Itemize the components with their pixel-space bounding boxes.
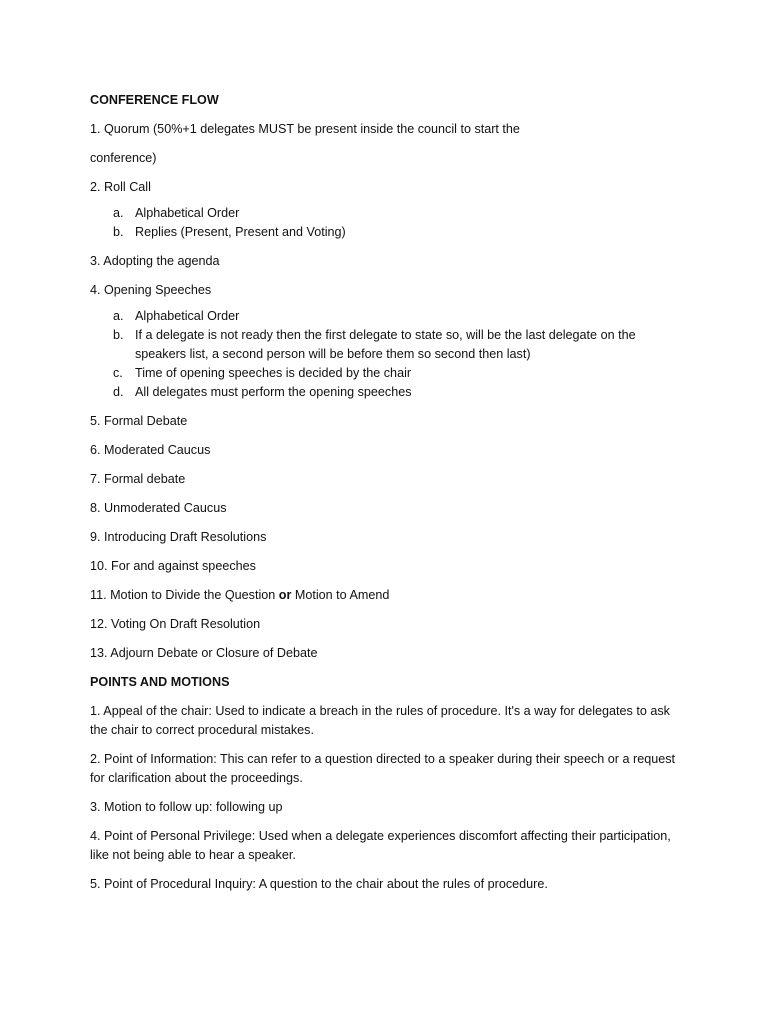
- flow-item-2: 2. Roll Call: [90, 180, 151, 194]
- list-item-text: All delegates must perform the opening speeches: [135, 385, 412, 399]
- flow-item-12: 12. Voting On Draft Resolution: [90, 617, 261, 631]
- points-item-5: 5. Point of Procedural Inquiry: A question to the chair about the rules of procedure.: [90, 877, 548, 891]
- opening-speeches-sublist: [90, 307, 690, 402]
- flow-item-11: [90, 586, 690, 605]
- document-page: [90, 91, 690, 904]
- list-marker: a.: [113, 309, 124, 323]
- list-marker: a.: [113, 206, 124, 220]
- list-marker: d.: [113, 385, 124, 399]
- points-item-2: 2. Point of Information: This can refer to a question directed to a speaker during their speech or a request for clarification about the proceedings.: [90, 752, 676, 785]
- flow-item-11-or: or: [278, 588, 292, 602]
- points-item-1: 1. Appeal of the chair: Used to indicate a breach in the rules of procedure. It's a way for delegates to ask the chair to correct procedural mistakes.: [90, 704, 670, 737]
- list-item-text: Alphabetical Order: [135, 309, 240, 323]
- list-item: [90, 204, 690, 223]
- flow-item-7: 7. Formal debate: [90, 472, 186, 486]
- flow-item-6: 6. Moderated Caucus: [90, 443, 211, 457]
- roll-call-sublist: [90, 204, 690, 242]
- list-item: [90, 364, 690, 383]
- list-item: [90, 326, 690, 364]
- flow-item-5: 5. Formal Debate: [90, 414, 188, 428]
- points-and-motions-heading: POINTS AND MOTIONS: [90, 675, 230, 689]
- flow-item-1-line-2: conference): [90, 151, 157, 165]
- list-item-text: Replies (Present, Present and Voting): [135, 225, 346, 239]
- list-item-text: Alphabetical Order: [135, 206, 240, 220]
- flow-item-11-part-b: Motion to Amend: [291, 588, 390, 602]
- flow-item-10: 10. For and against speeches: [90, 559, 256, 573]
- conference-flow-heading: CONFERENCE FLOW: [90, 93, 219, 107]
- points-item-4: 4. Point of Personal Privilege: Used when a delegate experiences discomfort affecting their participation, like not being able to hear a speaker.: [90, 829, 671, 862]
- flow-item-3: 3. Adopting the agenda: [90, 254, 220, 268]
- flow-item-4: 4. Opening Speeches: [90, 283, 212, 297]
- list-marker: c.: [113, 366, 123, 380]
- list-marker: b.: [113, 328, 124, 342]
- points-item-3: 3. Motion to follow up: following up: [90, 800, 283, 814]
- list-marker: b.: [113, 225, 124, 239]
- flow-item-13: 13. Adjourn Debate or Closure of Debate: [90, 646, 318, 660]
- list-item: [90, 223, 690, 242]
- list-item-text: Time of opening speeches is decided by the chair: [135, 366, 412, 380]
- flow-item-1-line-1: 1. Quorum (50%+1 delegates MUST be present inside the council to start the: [90, 122, 520, 136]
- list-item: [90, 383, 690, 402]
- list-item-text: If a delegate is not ready then the first delegate to state so, will be the last delegate on the speakers list, a second person will be before them so second then last): [135, 328, 636, 361]
- list-item: [90, 307, 690, 326]
- flow-item-9: 9. Introducing Draft Resolutions: [90, 530, 267, 544]
- flow-item-8: 8. Unmoderated Caucus: [90, 501, 227, 515]
- flow-item-11-part-a: 11. Motion to Divide the Question: [90, 588, 279, 602]
